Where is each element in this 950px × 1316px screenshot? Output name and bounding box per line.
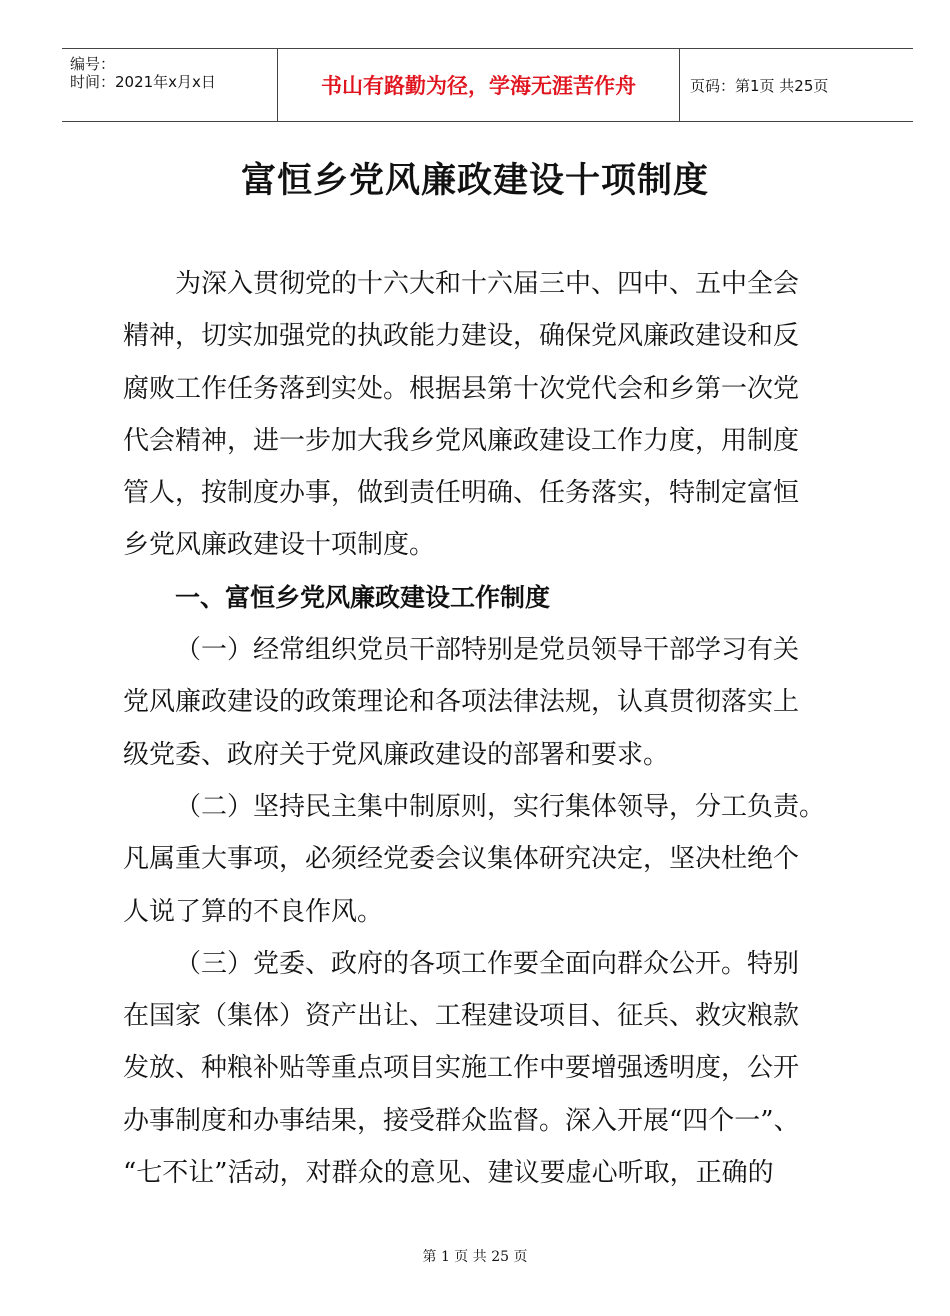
body-line: 为深入贯彻党的十六大和十六届三中、四中、五中全会 [175,269,800,299]
section-heading: 一、富恒乡党风廉政建设工作制度 [175,582,551,612]
body-line: “七不让”活动，对群众的意见、建议要虚心听取，正确的 [123,1158,774,1189]
document-body [123,258,858,1199]
page-footer: 第 1 页 共 25 页 [422,1249,528,1265]
body-line: 管人，按制度办事，做到责任明确、任务落实，特制定富恒 [123,478,800,509]
body-line: 人说了算的不良作风。 [123,896,384,927]
body-line: （三）党委、政府的各项工作要全面向群众公开。特别 [175,948,800,979]
body-line: （一）经常组织党员干部特别是党员领导干部学习有关 [175,635,800,666]
body-line: 精神，切实加强党的执政能力建设，确保党风廉政建设和反 [123,321,800,352]
body-line: 乡党风廉政建设十项制度。 [123,530,436,561]
body-line: 凡属重大事项，必须经党委会议集体研究决定，坚决杜绝个 [123,844,800,875]
header-motto-cell [278,49,680,121]
body-line: （二）坚持民主集中制原则，实行集体领导，分工负责。 [175,791,826,822]
body-line: 代会精神，进一步加大我乡党风廉政建设工作力度，用制度 [123,425,800,456]
page-info: 页码：第1页 共25页 [690,76,829,95]
number-label: 编号： [70,55,116,73]
body-line: 腐败工作任务落到实处。根据县第十次党代会和乡第一次党 [123,373,800,404]
document-title: 富恒乡党风廉政建设十项制度 [240,160,709,201]
header-meta-cell [62,49,278,121]
body-line: 级党委、政府关于党风廉政建设的部署和要求。 [123,739,670,770]
body-line: 发放、种粮补贴等重点项目实施工作中要增强透明度，公开 [123,1053,800,1084]
body-line: 在国家（集体）资产出让、工程建设项目、征兵、救灾粮款 [123,1001,800,1032]
header-page-cell [680,49,913,121]
motto-text: 书山有路勤为径，学海无涯苦作舟 [321,74,636,98]
time-label: 时间：2021年x月x日 [70,73,216,91]
body-line: 办事制度和办事结果，接受群众监督。深入开展“四个一”、 [123,1105,800,1136]
body-line: 党风廉政建设的政策理论和各项法律法规，认真贯彻落实上 [123,687,800,718]
document-header [62,48,913,122]
